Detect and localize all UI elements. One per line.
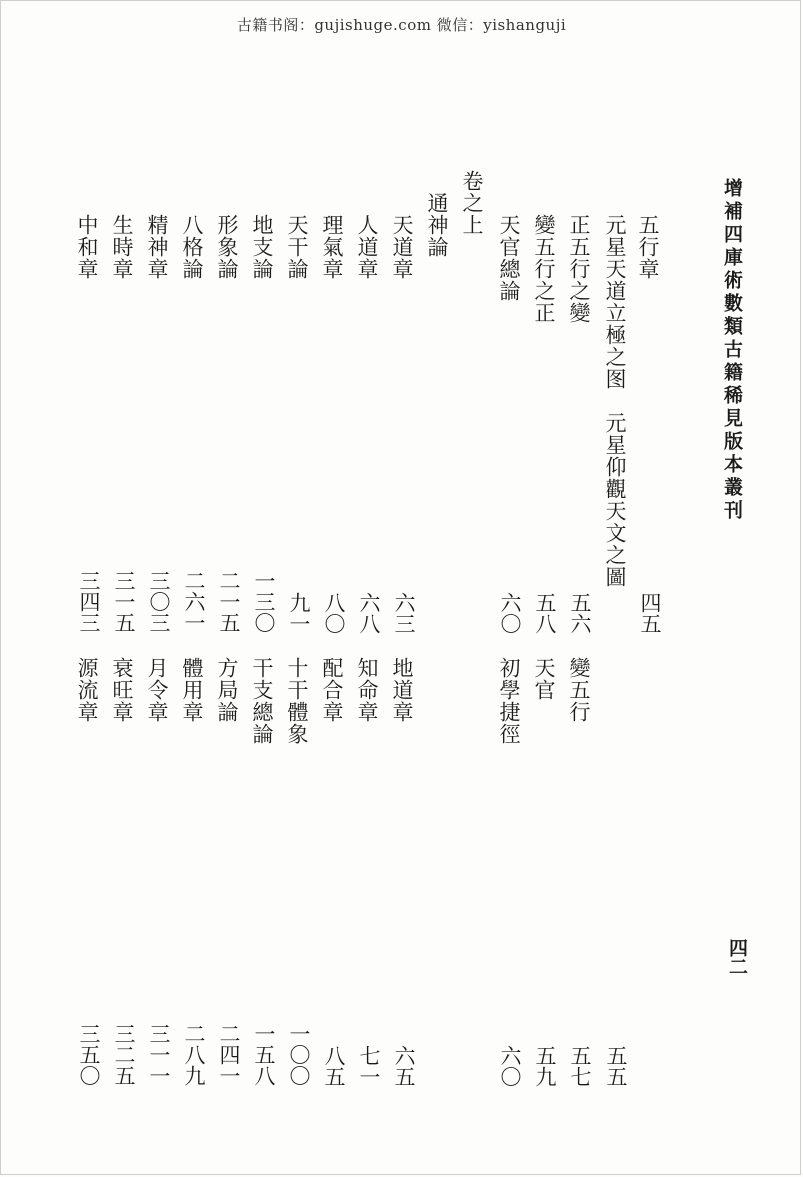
toc-page: 八〇 — [322, 592, 346, 634]
toc-page: 六〇 — [498, 1045, 522, 1087]
toc-title: 地支論 — [250, 214, 274, 280]
toc-title: 衰旺章 — [110, 657, 134, 723]
toc-page: 三一五 — [112, 570, 136, 633]
toc-page: 五七 — [568, 1045, 592, 1087]
toc-page: 五九 — [533, 1045, 557, 1087]
toc-title: 五行章 — [636, 214, 660, 280]
toc-page: 五八 — [533, 592, 557, 634]
toc-title: 干支總論 — [250, 657, 274, 745]
toc-page: 八五 — [322, 1045, 346, 1087]
series-title: 增補四庫術數類古籍稀見版本叢刊 — [721, 178, 743, 523]
toc-title: 變五行之正 — [532, 214, 556, 324]
toc-page: 九一 — [287, 592, 311, 634]
toc-page: 二八九 — [182, 1023, 206, 1086]
toc-title: 人道章 — [355, 214, 379, 280]
toc-title: 形象論 — [215, 214, 239, 280]
toc-page: 七一 — [357, 1045, 381, 1087]
toc-page: 六〇 — [498, 592, 522, 634]
toc-title: 正五行之變 — [567, 214, 591, 324]
toc-title: 配合章 — [320, 657, 344, 723]
toc-title: 天官 — [532, 657, 556, 701]
toc-page: 五五 — [604, 1045, 628, 1087]
toc-title: 天官總論 — [497, 214, 521, 302]
toc-title: 知命章 — [355, 657, 379, 723]
section-heading: 通神論 — [425, 192, 449, 258]
toc-page: 一五八 — [252, 1023, 276, 1086]
toc-page: 三二五 — [112, 1023, 136, 1086]
toc-title: 天干論 — [285, 214, 309, 280]
toc-page: 三五〇 — [77, 1023, 101, 1086]
toc-title: 變五行 — [567, 657, 591, 723]
page-folio: 四二 — [726, 938, 748, 976]
toc-title: 十干體象 — [285, 657, 309, 745]
toc-page: 二六一 — [182, 570, 206, 633]
toc-page: 六五 — [392, 1045, 416, 1087]
toc-title: 月令章 — [145, 657, 169, 723]
toc-title: 生時章 — [110, 214, 134, 280]
toc-title: 天道章 — [390, 214, 414, 280]
toc-page: 三四三 — [77, 570, 101, 633]
toc-page: 三〇三 — [147, 570, 171, 633]
toc-title: 中和章 — [75, 214, 99, 280]
toc-page: 一〇〇 — [287, 1023, 311, 1086]
toc-page: 四五 — [638, 592, 662, 634]
toc-page: 五六 — [568, 592, 592, 634]
toc-title: 八格論 — [180, 214, 204, 280]
toc-page: 六八 — [357, 592, 381, 634]
volume-heading: 卷之上 — [460, 170, 484, 236]
toc-title: 初學捷徑 — [497, 657, 521, 745]
toc-title: 方局論 — [215, 657, 239, 723]
watermark: 古籍书阁：gujishuge.com 微信：yishanguji — [236, 16, 567, 34]
toc-page: 二一五 — [217, 570, 241, 633]
toc-title: 理氣章 — [320, 214, 344, 280]
toc-title: 體用章 — [180, 657, 204, 723]
toc-title: 元星天道立極之图 元星仰觀天文之圖 — [603, 214, 627, 588]
toc-title: 精神章 — [145, 214, 169, 280]
toc-page: 三一一 — [147, 1023, 171, 1086]
toc-title: 地道章 — [390, 657, 414, 723]
toc-title: 源流章 — [75, 657, 99, 723]
toc-page: 六三 — [392, 592, 416, 634]
toc-page: 二四一 — [217, 1023, 241, 1086]
toc-page: 一三〇 — [252, 570, 276, 633]
